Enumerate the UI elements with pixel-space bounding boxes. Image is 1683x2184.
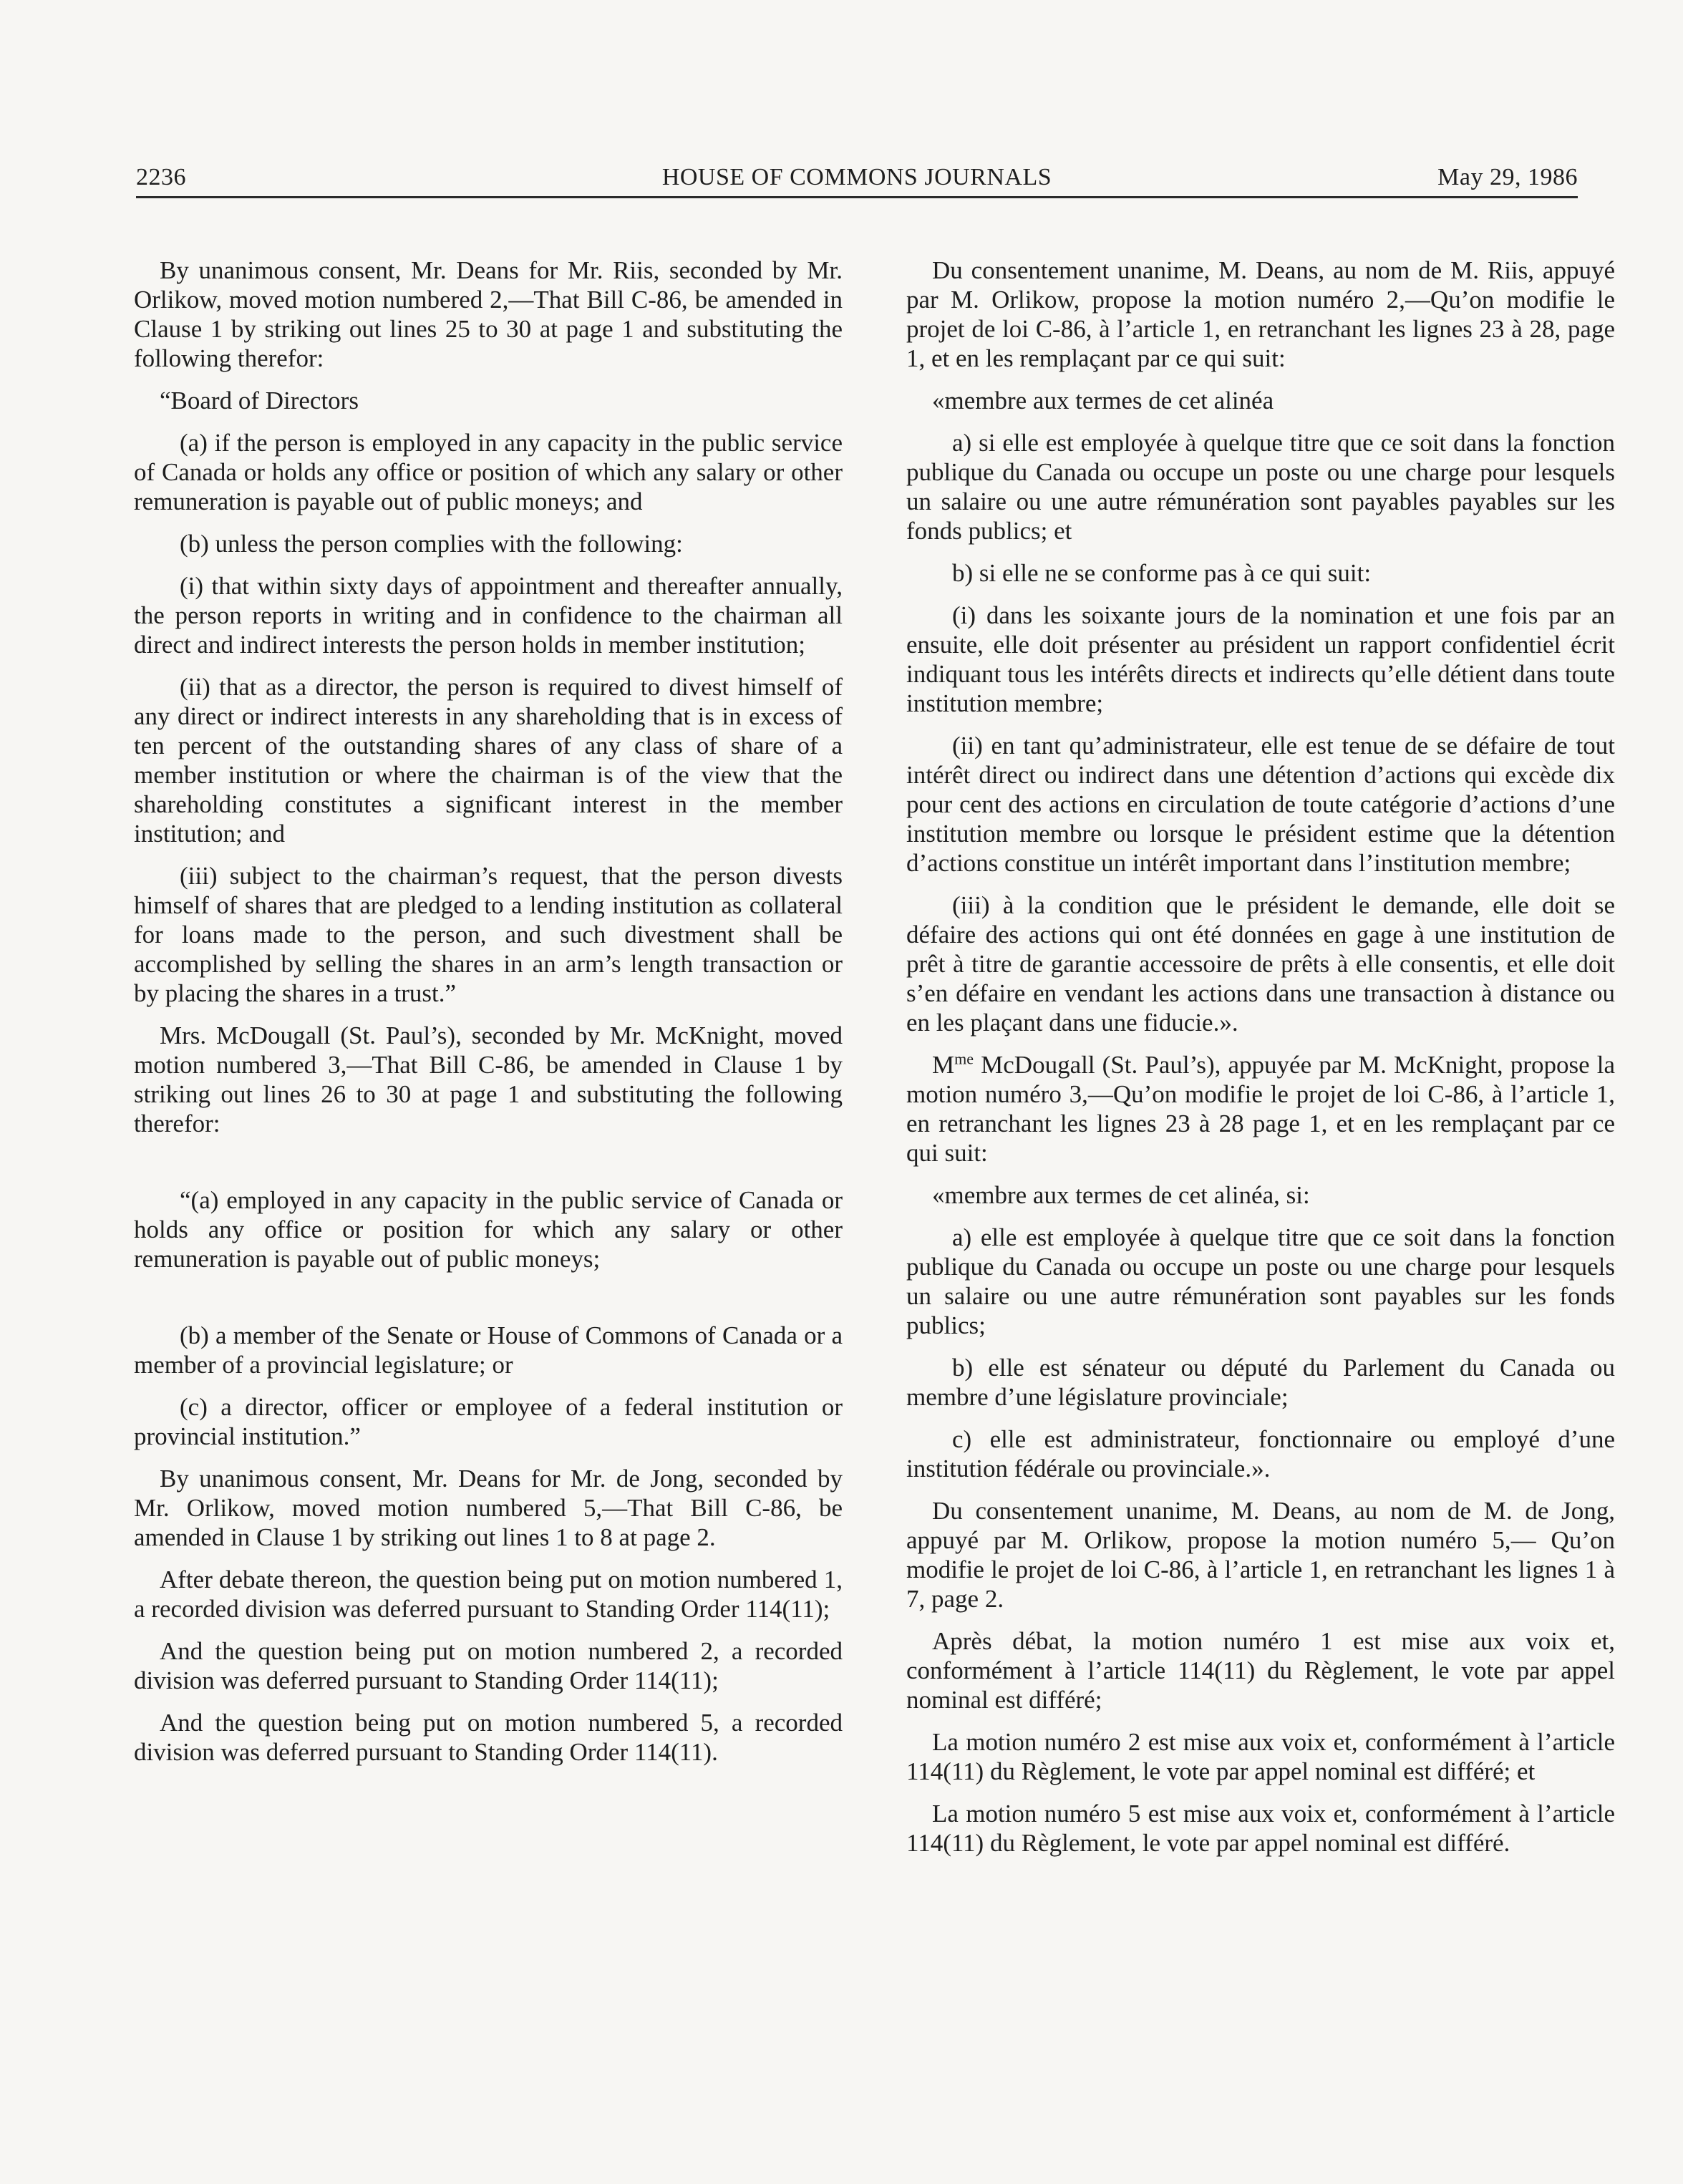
fr-motion-3-text: McDougall (St. Paul’s), appuyée par M. McKnight, propose la motion numéro 3,—Qu’on modifie le projet de loi C-86, à l’article 1, en retranchant les lignes 23 à 28 page 1, et en les remplaçant par ce qui suit: [906,1051,1615,1167]
fr-subclause-iii: (iii) à la condition que le président le demande, elle doit se défaire des actions qui ont été données en gage à une institution de prêt à titre de garantie accessoire de prêts à elle consentis, et elle doit s’en défaire en vendant les actions dans une transaction à distance ou en les plaçant dans une fiducie.». [906,891,1615,1037]
page-number: 2236 [136,164,186,190]
en-clause-a: (a) if the person is employed in any capacity in the public service of Canada or holds any office or position of which any salary or other remuneration is payable out of public moneys; and [134,429,843,515]
en-board-heading: “Board of Directors [160,387,359,414]
en-division-2: And the question being put on motion numbered 2, a recorded division was deferred pursuant to Standing Order 114(11); [134,1637,843,1694]
en-division-1: After debate thereon, the question being put on motion numbered 1, a recorded division was deferred pursuant to Standing Order 114(11); [134,1566,843,1623]
fr-division-1: Après débat, la motion numéro 1 est mise aux voix et, conformément à l’article 114(11) du Règlement, le vote par appel nominal est différé; [906,1627,1615,1714]
fr-mme-sup: me [954,1049,974,1068]
journal-date: May 29, 1986 [1437,164,1578,190]
fr-motion-3-clause-b: b) elle est sénateur ou député du Parlement du Canada ou membre d’une législature provinciale; [906,1354,1615,1411]
fr-motion-3-clause-a: a) elle est employée à quelque titre que ce soit dans la fonction publique du Canada ou occupe un poste ou une charge pour lesquels un salaire ou une autre rémunération sont payables sur les fonds publics; [906,1223,1615,1339]
journal-title: HOUSE OF COMMONS JOURNALS [661,164,1052,190]
page-header [136,162,1578,198]
en-motion-5-intro: By unanimous consent, Mr. Deans for Mr. de Jong, seconded by Mr. Orlikow, moved motion numbered 5,—That Bill C-86, be amended in Clause 1 by striking out lines 1 to 8 at page 2. [134,1465,843,1551]
fr-division-5: La motion numéro 5 est mise aux voix et, conformément à l’article 114(11) du Règlement, le vote par appel nominal est différé. [906,1800,1615,1857]
en-motion-3-intro: Mrs. McDougall (St. Paul’s), seconded by Mr. McKnight, moved motion numbered 3,—That Bill C-86, be amended in Clause 1 by striking out lines 26 to 30 at page 1 and substituting the following therefor: [134,1021,843,1137]
fr-motion-3-clause-c: c) elle est administrateur, fonctionnaire ou employé d’une institution fédérale ou provinciale.». [906,1425,1615,1482]
fr-mme-prefix: M [932,1051,955,1079]
fr-subclause-i: (i) dans les soixante jours de la nomination et une fois par an ensuite, elle doit présenter au président un rapport confidentiel écrit indiquant tous les intérêts directs et indirects qu’elle détient dans toute institution membre; [906,601,1615,717]
french-column [906,256,1615,1858]
fr-motion-2-intro: Du consentement unanime, M. Deans, au nom de M. Riis, appuyé par M. Orlikow, propose la motion numéro 2,—Qu’on modifie le projet de loi C-86, à l’article 1, en retranchant les lignes 23 à 28, page 1, et en les remplaçant par ce qui suit: [906,256,1615,372]
en-subclause-ii: (ii) that as a director, the person is required to divest himself of any direct or indirect interests in any shareholding that is in excess of ten percent of the outstanding shares of any class of share of a member institution or where the chairman is of the view that the shareholding constitutes a significant interest in the member institution; and [134,673,843,848]
fr-clause-a: a) si elle est employée à quelque titre que ce soit dans la fonction publique du Canada ou occupe un poste ou une charge pour lesquels un salaire ou une autre rémunération sont payables payables sur les fonds publics; et [906,429,1615,545]
en-motion-3-clause-c: (c) a director, officer or employee of a federal institution or provincial institution.” [134,1393,843,1450]
fr-division-2: La motion numéro 2 est mise aux voix et, conformément à l’article 114(11) du Règlement, le vote par appel nominal est différé; et [906,1728,1615,1785]
fr-subclause-ii: (ii) en tant qu’administrateur, elle est tenue de se défaire de tout intérêt direct ou indirect dans une détention d’actions qui excède dix pour cent des actions en circulation de toute catégorie d’actions d’une institution membre ou lorsque le président estime que la détention d’actions constitue un intérêt important dans l’institution membre; [906,732,1615,877]
en-subclause-i: (i) that within sixty days of appointment and thereafter annually, the person reports in writing and in confidence to the chairman all direct and indirect interests the person holds in member institution; [134,572,843,659]
fr-membre-heading: «membre aux termes de cet alinéa [932,387,1274,414]
en-subclause-iii: (iii) subject to the chairman’s request, that the person divests himself of shares that are pledged to a lending institution as collateral for loans made to the person, and such divestment shall be accomplished by selling the shares in an arm’s length transaction or by placing the shares in a trust.” [134,862,843,1007]
en-motion-3-clause-a: “(a) employed in any capacity in the public service of Canada or holds any office or position for which any salary or other remuneration is payable out of public moneys; [134,1186,843,1273]
en-division-5: And the question being put on motion numbered 5, a recorded division was deferred pursuant to Standing Order 114(11). [134,1709,843,1766]
fr-clause-b: b) si elle ne se conforme pas à ce qui suit: [952,559,1372,587]
en-motion-2-intro: By unanimous consent, Mr. Deans for Mr. Riis, seconded by Mr. Orlikow, moved motion numbered 2,—That Bill C-86, be amended in Clause 1 by striking out lines 25 to 30 at page 1 and substituting the following therefor: [134,256,843,372]
fr-motion-5-intro: Du consentement unanime, M. Deans, au nom de M. de Jong, appuyé par M. Orlikow, propose la motion numéro 5,— Qu’on modifie le projet de loi C-86, à l’article 1, en retranchant les lignes 1 à 7, page 2. [906,1497,1615,1613]
fr-motion-3-intro [906,1050,1615,1168]
english-column [134,256,843,1767]
en-clause-b: (b) unless the person complies with the following: [180,530,683,558]
en-motion-3-clause-b: (b) a member of the Senate or House of Commons of Canada or a member of a provincial legislature; or [134,1321,843,1379]
fr-membre-si-heading: «membre aux termes de cet alinéa, si: [932,1181,1310,1209]
